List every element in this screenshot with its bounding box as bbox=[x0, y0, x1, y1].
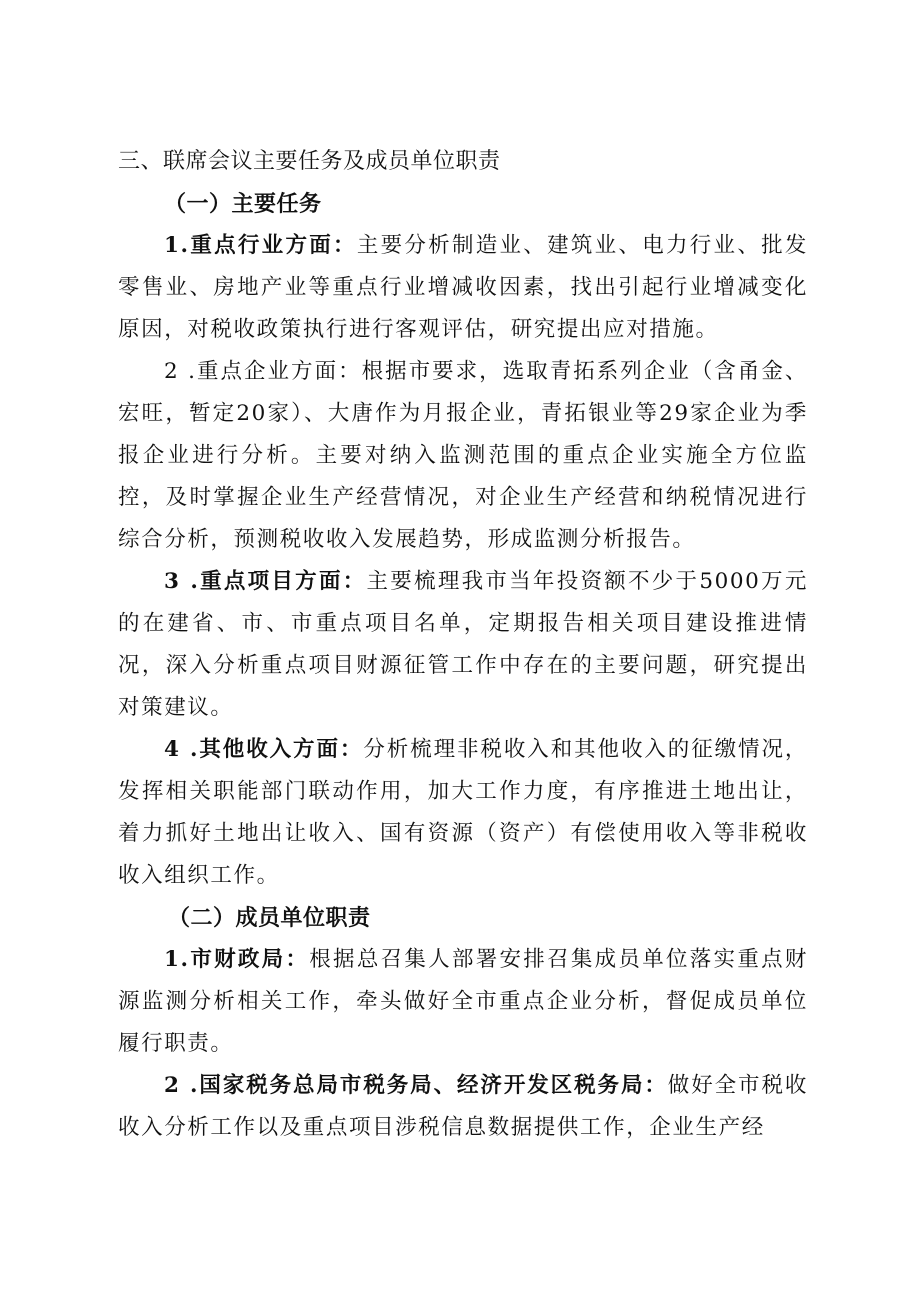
subsection-heading-member-duties: （二）成员单位职责 bbox=[168, 905, 371, 931]
paragraph-body: 主要分析制造业、建筑业、电力行业、批发零售业、房地产业等重点行业增减收因素，找出引起行业增减变化原因，对税收政策执行进行客观评估，研究提出应对措施。 bbox=[118, 233, 808, 342]
paragraph-body: 分析梳理非税收入和其他收入的征缴情况，发挥相关职能部门联动作用，加大工作力度，有序推进土地出让，着力抓好土地出让收入、国有资源（资产）有偿使用收入等非税收收入组织工作。 bbox=[118, 737, 809, 888]
section-heading: 三、联席会议主要任务及成员单位职责 bbox=[118, 149, 501, 174]
paragraph-lead: 3 .重点项目方面： bbox=[164, 569, 367, 594]
paragraph-lead: 1.重点行业方面： bbox=[164, 233, 357, 258]
subsection-heading-main-tasks: （一）主要任务 bbox=[164, 191, 322, 217]
paragraph-key-enterprises bbox=[118, 351, 808, 561]
paragraph-body: 2 .重点企业方面：根据市要求，选取青拓系列企业（含甬金、宏旺，暂定20家）、大唐作为月报企业，青拓银业等29家企业为季报企业进行分析。主要对纳入监测范围的重点企业实施全方位监控，及时掌握企业生产经营情况，对企业生产经营和纳税情况进行综合分析，预测税收收入发展趋势，形成监测分析报告。 bbox=[118, 359, 808, 552]
document-body bbox=[118, 141, 808, 1149]
paragraph-other-revenue bbox=[118, 729, 808, 897]
paragraph-lead: 2 .国家税务总局市税务局、经济开发区税务局： bbox=[164, 1073, 668, 1098]
paragraph-tax-bureau bbox=[118, 1065, 808, 1149]
paragraph-key-industries bbox=[118, 225, 808, 351]
paragraph-body: 做好全市税收收入分析工作以及重点项目涉税信息数据提供工作，企业生产经 bbox=[118, 1073, 809, 1140]
paragraph-lead: 1.市财政局： bbox=[164, 947, 310, 972]
paragraph-body: 根据总召集人部署安排召集成员单位落实重点财源监测分析相关工作，牵头做好全市重点企业分析，督促成员单位履行职责。 bbox=[118, 947, 808, 1056]
paragraph-lead: 4 .其他收入方面： bbox=[164, 737, 364, 762]
paragraph-key-projects bbox=[118, 561, 808, 729]
paragraph-body: 主要梳理我市当年投资额不少于5000万元的在建省、市、市重点项目名单，定期报告相关项目建设推进情况，深入分析重点项目财源征管工作中存在的主要问题，研究提出对策建议。 bbox=[118, 569, 808, 720]
paragraph-finance-bureau bbox=[118, 939, 808, 1065]
